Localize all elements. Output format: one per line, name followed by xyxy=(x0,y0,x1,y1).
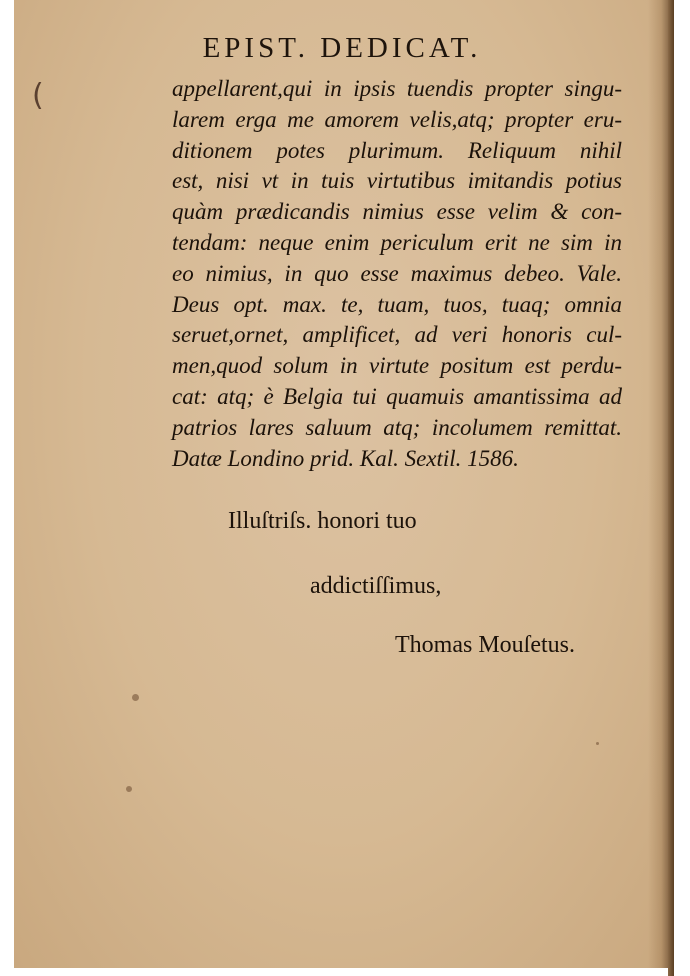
text-line: seruet,ornet, amplificet, ad veri honoris cul- xyxy=(172,322,622,348)
paper-stain xyxy=(132,694,139,701)
text-line: eo nimius, in quo esse maximus debeo. Vale. xyxy=(172,260,622,286)
text-line: tendam: neque enim periculum erit ne sim in xyxy=(172,229,622,255)
text-line: Deus opt. max. te, tuam, tuos, tuaq; omnia xyxy=(172,291,622,317)
text-line: men,quod solum in virtute positum est perdu- xyxy=(172,353,622,379)
book-spine-edge xyxy=(668,0,674,976)
paper-stain xyxy=(596,742,599,745)
closing-devotion: addictiſſimus, xyxy=(310,573,442,599)
running-head: EPIST. DEDICAT. xyxy=(202,32,482,64)
paper-stain xyxy=(126,786,132,792)
author-signature-name: Thomas Mouſetus. xyxy=(395,632,575,658)
text-line: larem erga me amorem velis,atq; propter eru- xyxy=(172,106,622,132)
book-page xyxy=(14,0,670,968)
text-line: est, nisi vt in tuis virtutibus imitandis potius xyxy=(172,168,622,194)
text-line: appellarent,qui in ipsis tuendis propter singu- xyxy=(172,76,622,101)
text-line: ditionem potes plurimum. Reliquum nihil xyxy=(172,137,622,163)
date-line: Datæ Londino prid. Kal. Sextil. 1586. xyxy=(172,445,519,471)
text-line: quàm prædicandis nimius esse velim & con- xyxy=(172,199,622,225)
dedication-body xyxy=(172,74,622,474)
closing-salutation: Illuſtriſs. honori tuo xyxy=(228,508,417,534)
text-line: cat: atq; è Belgia tui quamuis amantissima ad xyxy=(172,383,622,409)
text-line: patrios lares saluum atq; incolumem remittat. xyxy=(172,414,622,440)
margin-bracket-mark: ( xyxy=(32,78,44,113)
